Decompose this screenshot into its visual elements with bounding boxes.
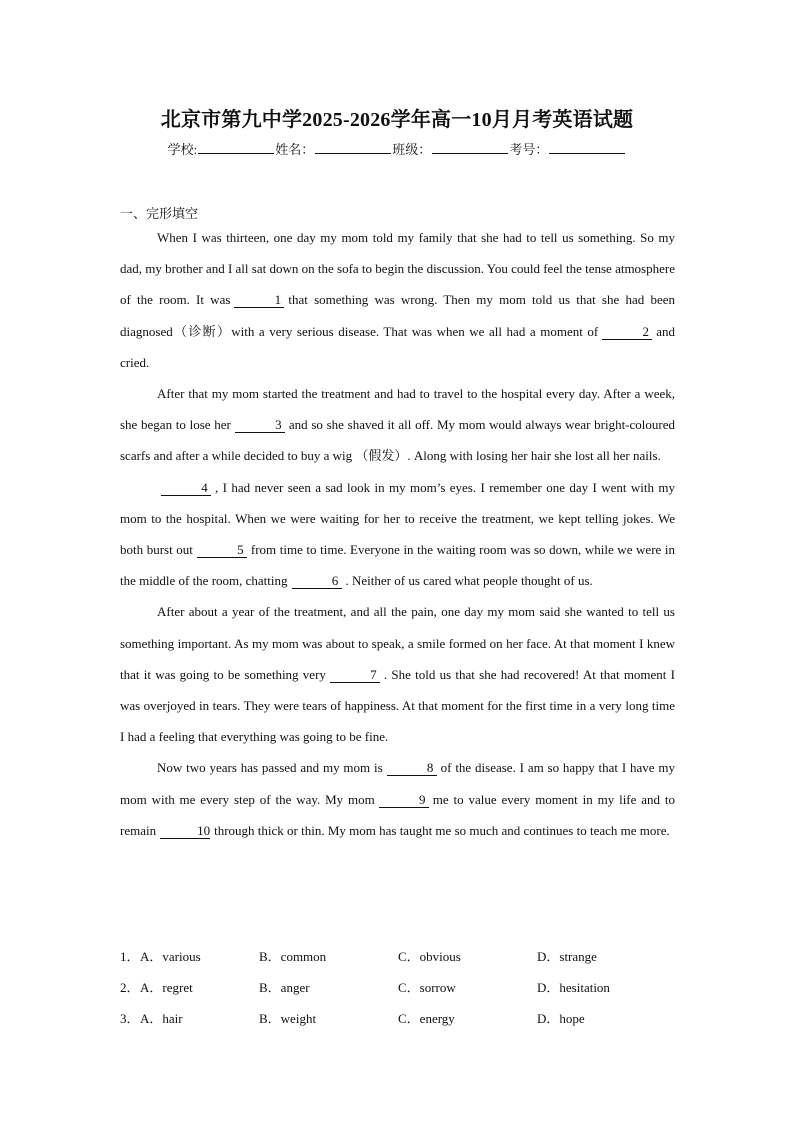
blank-1: 1 <box>234 293 284 308</box>
question-number: 1． <box>120 949 140 964</box>
option-d: D．strange <box>537 949 597 964</box>
class-blank <box>432 140 508 154</box>
option-b: B．anger <box>259 980 310 995</box>
cloze-passage <box>120 222 675 846</box>
school-label: 学校: <box>167 142 198 157</box>
passage-paragraph <box>120 222 675 378</box>
exam-title: 北京市第九中学2025-2026学年高一10月月考英语试题 <box>160 109 634 131</box>
passage-paragraph <box>120 472 675 597</box>
option-a: A．hair <box>140 1011 183 1026</box>
question-number: 3． <box>120 1011 140 1026</box>
passage-text: Now two years has passed and my mom is <box>157 760 383 776</box>
passage-text: . She told us that she had recovered! At that moment I was overjoyed in tears. They were tears of happiness. At that moment for the first time in a very long time I had a feeling that everything was going to be fine. <box>120 666 675 745</box>
blank-10: 10 <box>160 824 210 839</box>
passage-text: of the disease. I am so happy that I have my mom with me every step of the way. My mom <box>120 760 676 807</box>
passage-text: that something was wrong. Then my mom told us that she had been diagnosed（诊断）with a very serious disease. That was when we all had a moment of <box>120 292 675 339</box>
school-blank <box>198 140 274 154</box>
option-d: D．hesitation <box>537 980 610 995</box>
question-number: 2． <box>120 980 140 995</box>
exam-number-label: 考号： <box>509 142 549 157</box>
option-b: B．weight <box>259 1011 317 1026</box>
class-label: 班级： <box>392 142 432 157</box>
blank-9: 9 <box>379 793 429 808</box>
option-a: A．various <box>140 949 201 964</box>
passage-text: After that my mom started the treatment and had to travel to the hospital every day. After a week, she began to lose her <box>120 386 675 433</box>
student-info-line <box>0 139 794 158</box>
blank-4: 4 <box>161 481 211 496</box>
passage-text: After about a year of the treatment, and all the pain, one day my mom said she wanted to tell us something important. As my mom was about to speak, a smile formed on her face. At that moment I knew that it was going to be something very <box>120 604 675 682</box>
option-a: A．regret <box>140 980 193 995</box>
blank-3: 3 <box>235 418 285 433</box>
passage-paragraph <box>120 378 675 472</box>
question-row <box>120 940 720 971</box>
blank-6: 6 <box>292 574 342 589</box>
passage-text: and so she shaved it all off. My mom would always wear bright-coloured scarfs and after a while decided to buy a wig （假发）. Along with losing her hair she lost all her nails. <box>120 417 675 464</box>
question-row <box>120 1002 720 1033</box>
option-c: C．energy <box>398 1011 455 1026</box>
passage-text: and cried. <box>120 323 675 370</box>
name-label: 姓名： <box>275 142 315 157</box>
passage-text: , I had never seen a sad look in my mom’s eyes. I remember one day I went with my mom to the hospital. When we were waiting for her to receive the treatment, we kept telling jokes. We both burst out <box>120 479 675 558</box>
blank-2: 2 <box>602 325 652 340</box>
question-options <box>120 940 720 1033</box>
passage-text: When I was thirteen, one day my mom told my family that she had to tell us something. So my dad, my brother and I all sat down on the sofa to begin the discussion. You could feel the tense atmosphere of the room. It was <box>120 230 675 308</box>
name-blank <box>315 140 391 154</box>
passage-text: . Neither of us cared what people thought of us. <box>345 573 593 589</box>
passage-paragraph <box>120 596 675 752</box>
option-b: B．common <box>259 949 327 964</box>
option-c: C．obvious <box>398 949 461 964</box>
exam-number-blank <box>549 140 625 154</box>
section-heading: 一、完形填空 <box>120 206 199 221</box>
option-c: C．sorrow <box>398 980 456 995</box>
option-d: D．hope <box>537 1011 585 1026</box>
question-row <box>120 971 720 1002</box>
passage-text: from time to time. Everyone in the waiting room was so down, while we were in the middle of the room, chatting <box>120 542 675 589</box>
blank-7: 7 <box>330 668 380 683</box>
passage-text: through thick or thin. My mom has taught me so much and continues to teach me more. <box>214 822 670 838</box>
blank-5: 5 <box>197 543 247 558</box>
blank-8: 8 <box>387 761 437 776</box>
passage-text: me to value every moment in my life and to remain <box>120 791 675 838</box>
passage-paragraph <box>120 752 675 846</box>
